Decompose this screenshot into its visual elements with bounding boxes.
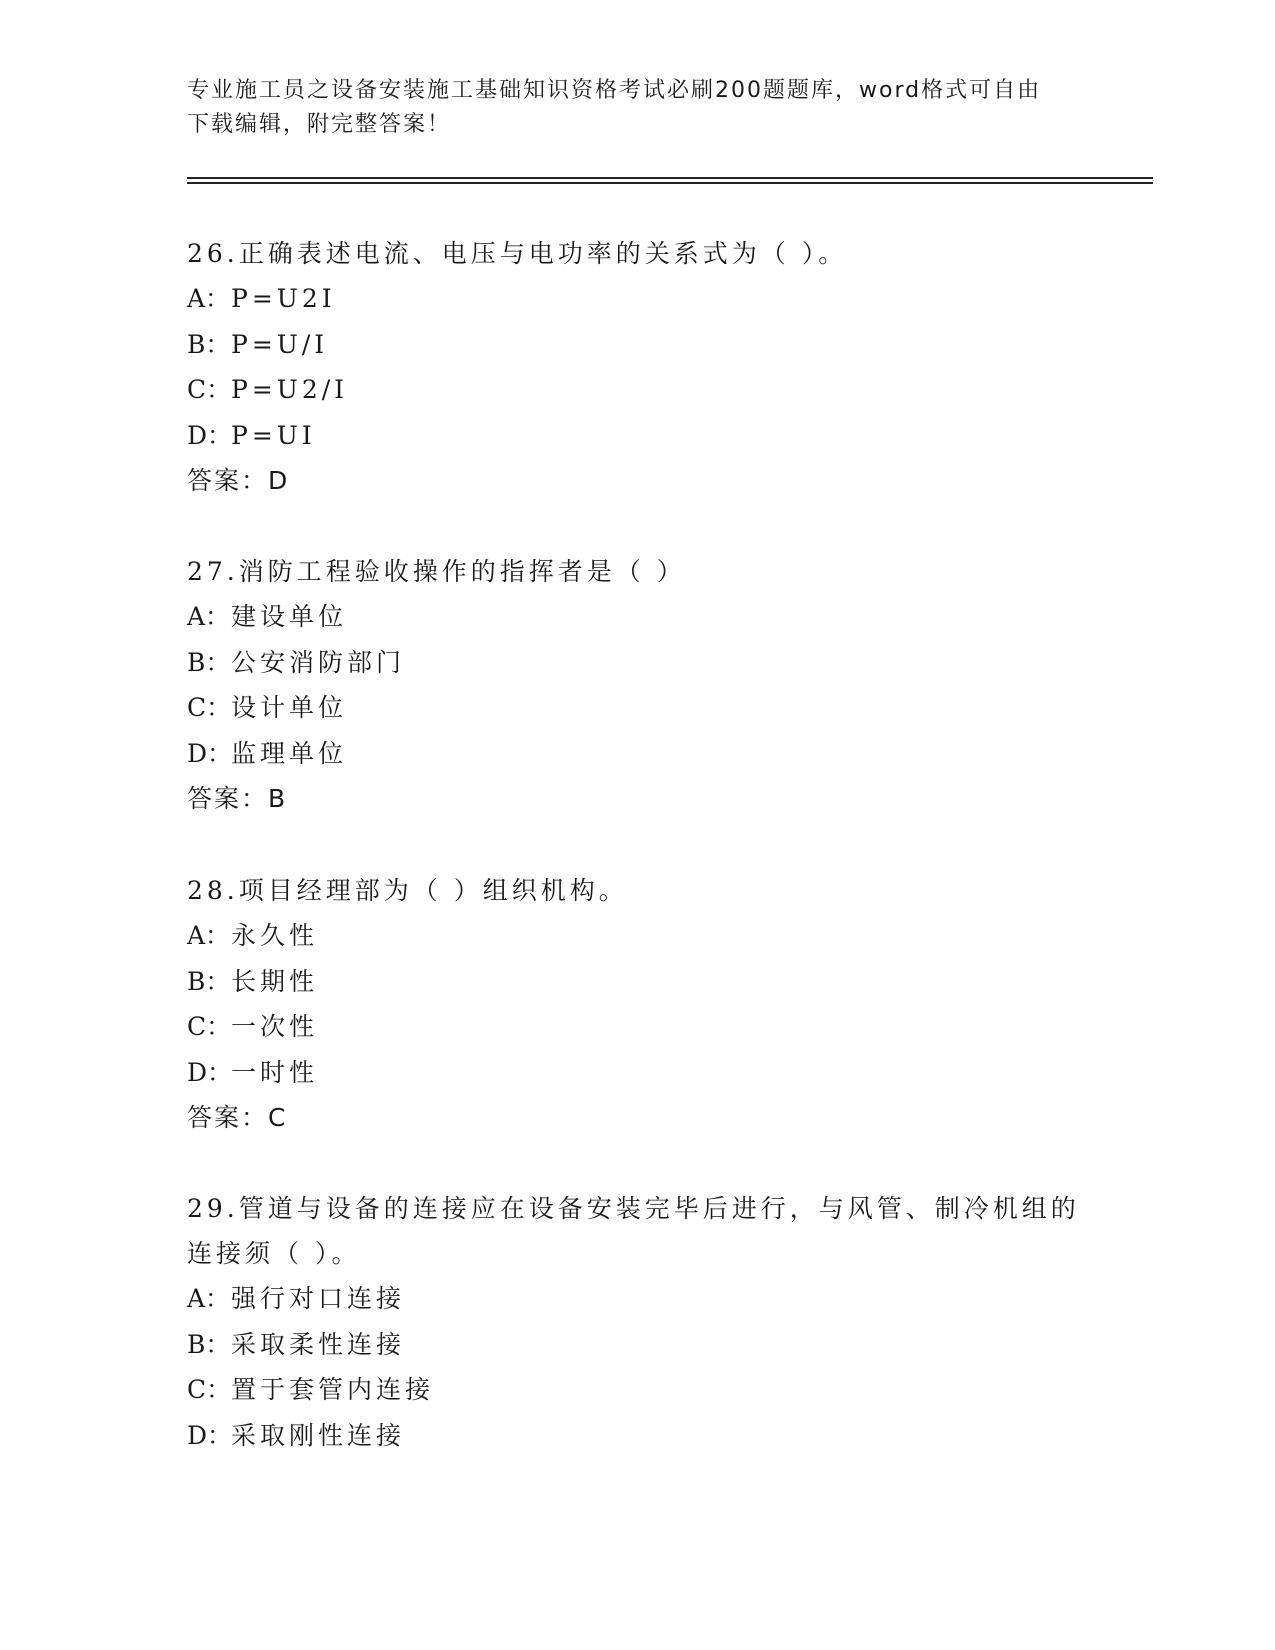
option-a <box>187 276 1087 322</box>
option-key: A： <box>187 602 231 631</box>
option-text: 一次性 <box>231 1012 319 1041</box>
option-key: D： <box>187 738 233 768</box>
header-line-1: 专业施工员之设备安装施工基础知识资格考试必刷200题题库，word格式可自由 <box>187 78 1042 103</box>
option-key: C： <box>187 1012 232 1041</box>
question-26 <box>187 231 1087 503</box>
option-key: A： <box>187 284 231 313</box>
option-text: 监理单位 <box>231 738 348 768</box>
option-c <box>187 685 1087 731</box>
option-text: 建设单位 <box>231 602 348 631</box>
option-text: 设计单位 <box>231 693 348 722</box>
option-b <box>187 640 1087 686</box>
option-key: B： <box>187 966 231 996</box>
option-key: C： <box>187 693 232 722</box>
question-27 <box>187 549 1087 821</box>
option-a <box>187 594 1087 640</box>
option-key: C： <box>187 375 232 404</box>
option-key: D： <box>187 1420 233 1450</box>
question-stem-line-2: 连接须（ ）。 <box>187 1239 361 1268</box>
question-stem: 28.项目经理部为（ ）组织机构。 <box>187 876 628 905</box>
option-text: 置于套管内连接 <box>231 1375 435 1404</box>
option-text: 一时性 <box>231 1057 319 1087</box>
answer-line: 答案：C <box>187 1103 288 1132</box>
header-line-2: 下载编辑，附完整答案！ <box>187 112 452 137</box>
question-stem-line-1: 29.管道与设备的连接应在设备安装完毕后进行，与风管、制冷机组的 <box>187 1194 1080 1223</box>
option-text: P=U2I <box>231 284 336 313</box>
option-c <box>187 1367 1087 1413</box>
option-text: P=UI <box>231 420 316 450</box>
option-d <box>187 1413 1087 1459</box>
answer-line: 答案：D <box>187 466 290 495</box>
document-header <box>187 74 1067 142</box>
option-b <box>187 322 1087 368</box>
option-text: 强行对口连接 <box>231 1284 406 1313</box>
option-a <box>187 1276 1087 1322</box>
header-divider-bottom <box>187 182 1153 184</box>
option-key: D： <box>187 1057 233 1087</box>
option-key: B： <box>187 329 231 359</box>
option-key: B： <box>187 647 231 677</box>
option-text: 公安消防部门 <box>231 647 406 677</box>
option-key: C： <box>187 1375 232 1404</box>
option-d <box>187 1050 1087 1096</box>
option-text: 采取柔性连接 <box>231 1329 406 1359</box>
question-28 <box>187 868 1087 1140</box>
option-key: A： <box>187 921 231 950</box>
question-29 <box>187 1186 1087 1458</box>
option-text: 长期性 <box>231 966 319 996</box>
option-c <box>187 367 1087 413</box>
option-text: P=U2/I <box>231 375 349 404</box>
question-stem: 26.正确表述电流、电压与电功率的关系式为（ ）。 <box>187 239 848 268</box>
question-stem: 27.消防工程验收操作的指挥者是（ ） <box>187 557 686 586</box>
option-key: B： <box>187 1329 231 1359</box>
option-key: A： <box>187 1284 231 1313</box>
option-text: 采取刚性连接 <box>231 1420 406 1450</box>
option-text: 永久性 <box>231 921 319 950</box>
option-b <box>187 959 1087 1005</box>
answer-line: 答案：B <box>187 784 288 813</box>
option-b <box>187 1322 1087 1368</box>
option-d <box>187 413 1087 459</box>
option-key: D： <box>187 420 233 450</box>
header-divider-top <box>187 177 1153 179</box>
option-a <box>187 913 1087 959</box>
option-c <box>187 1004 1087 1050</box>
option-text: P=U/I <box>231 329 329 359</box>
option-d <box>187 731 1087 777</box>
